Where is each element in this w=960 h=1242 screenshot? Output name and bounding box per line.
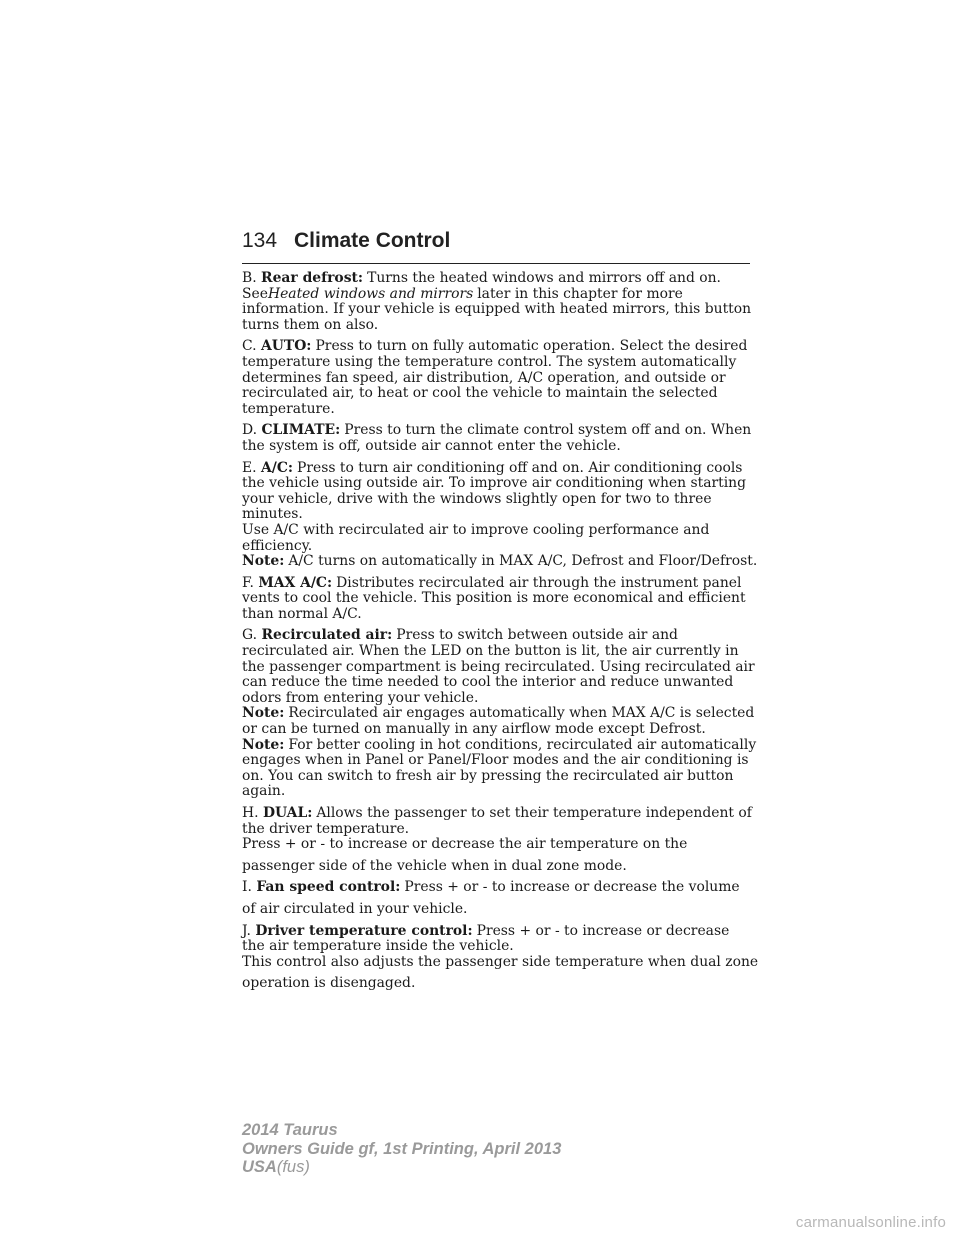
item-text: of air circulated in your vehicle.	[242, 900, 468, 917]
item-text: turns them on also.	[242, 316, 379, 333]
item-driver-temperature-control	[242, 924, 762, 992]
cross-reference: Heated windows and mirrors	[267, 285, 474, 302]
item-term: A/C:	[260, 459, 294, 476]
item-text: odors from entering your vehicle.	[242, 689, 479, 706]
item-text: information. If your vehicle is equipped with heated mirrors, this button	[242, 301, 752, 318]
item-text: This control also adjusts the passenger side temperature when dual zone	[242, 953, 759, 970]
item-text: than normal A/C.	[242, 605, 362, 622]
item-text: Turns the heated windows and mirrors off and on.	[367, 270, 721, 286]
note-text: again.	[242, 783, 286, 800]
item-text: the system is off, outside air cannot enter the vehicle.	[242, 437, 621, 454]
item-rear-defrost	[242, 271, 762, 333]
note-text: Recirculated air engages automatically when MAX A/C is selected	[288, 705, 755, 722]
footer-region-code: USA	[242, 1158, 277, 1176]
item-text: Allows the passenger to set their temperature independent of	[316, 805, 752, 821]
item-term: Rear defrost:	[261, 270, 364, 286]
note-text: or can be turned on manually in any airflow mode except Defrost.	[242, 721, 706, 738]
item-text: Press to turn on fully automatic operation. Select the desired	[315, 338, 748, 355]
item-text: the air temperature inside the vehicle.	[242, 938, 514, 955]
item-term: CLIMATE:	[261, 422, 341, 439]
item-text: Distributes recirculated air through the instrument panel	[336, 574, 742, 591]
item-term: Recirculated air:	[261, 627, 393, 644]
item-letter: G.	[242, 627, 258, 644]
note-label: Note:	[242, 736, 285, 753]
note-label: Note:	[242, 705, 285, 722]
item-letter: I.	[242, 879, 252, 896]
note-label: Note:	[242, 553, 285, 570]
item-text: vents to cool the vehicle. This position is more economical and efficient	[242, 590, 746, 607]
note-text: engages when in Panel or Panel/Floor modes and the air conditioning is	[242, 752, 749, 769]
item-text: the driver temperature.	[242, 820, 410, 837]
footer-region-suffix: (fus)	[276, 1158, 310, 1176]
print-footer	[242, 1121, 561, 1177]
footer-model: 2014 Taurus	[242, 1121, 338, 1139]
item-text: can reduce the time needed to cool the interior and reduce unwanted	[242, 674, 734, 691]
item-text: passenger side of the vehicle when in dual zone mode.	[242, 857, 627, 874]
item-max-ac	[242, 576, 762, 623]
item-text: minutes.	[242, 506, 303, 523]
item-text: See	[242, 285, 268, 302]
page-number: 134	[242, 229, 278, 252]
note	[242, 554, 762, 570]
item-text: determines fan speed, air distribution, A/C operation, and outside or	[242, 369, 726, 386]
item-text: Press to switch between outside air and	[396, 627, 678, 644]
item-fan-speed-control	[242, 880, 762, 917]
note	[242, 738, 762, 754]
item-letter: C.	[242, 338, 257, 355]
item-text: efficiency.	[242, 537, 313, 554]
item-text: Press + or - to increase or decrease the volume	[404, 879, 740, 896]
item-letter: H.	[242, 805, 259, 821]
note-text: A/C turns on automatically in MAX A/C, Defrost and Floor/Defrost.	[288, 553, 758, 570]
item-text: recirculated air, to heat or cool the vehicle to maintain the selected	[242, 385, 718, 402]
item-text: operation is disengaged.	[242, 975, 416, 992]
item-text: your vehicle, drive with the windows slightly open for two to three	[242, 490, 712, 507]
item-climate	[242, 423, 762, 454]
item-term: Fan speed control:	[256, 879, 401, 896]
item-term: DUAL:	[262, 805, 313, 821]
footer-region	[242, 1158, 561, 1177]
item-term: Driver temperature control:	[255, 922, 473, 939]
note-text: For better cooling in hot conditions, recirculated air automatically	[288, 736, 757, 753]
item-letter: E.	[242, 459, 257, 476]
item-text: the passenger compartment is being recirculated. Using recirculated air	[242, 658, 755, 675]
footer-edition: Owners Guide gf, 1st Printing, April 2013	[242, 1139, 562, 1158]
item-text: temperature using the temperature control. The system automatically	[242, 353, 737, 370]
item-text: Use A/C with recirculated air to improve cooling performance and	[242, 521, 710, 538]
item-ac	[242, 461, 762, 570]
note-text: on. You can switch to fresh air by pressing the recirculated air button	[242, 767, 734, 784]
item-recirculated-air	[242, 628, 762, 800]
item-term: AUTO:	[260, 338, 312, 355]
item-text: later in this chapter for more	[477, 285, 683, 302]
item-letter: J.	[242, 922, 251, 939]
item-term: MAX A/C:	[258, 574, 333, 591]
item-text: Press + or - to increase or decrease	[476, 922, 730, 939]
item-text: Press to turn air conditioning off and on. Air conditioning cools	[297, 459, 743, 476]
item-text: temperature.	[242, 400, 335, 417]
item-text: recirculated air. When the LED on the button is lit, the air currently in	[242, 643, 739, 660]
item-text: the vehicle using outside air. To improve air conditioning when starting	[242, 475, 747, 492]
item-text: Press to turn the climate control system off and on. When	[344, 422, 752, 439]
item-auto	[242, 339, 762, 417]
page-title: Climate Control	[294, 229, 451, 252]
item-letter: D.	[242, 422, 258, 439]
item-letter: F.	[242, 574, 254, 591]
item-dual	[242, 806, 762, 874]
watermark: carmanualsonline.info	[795, 1214, 946, 1231]
item-letter: B.	[242, 270, 257, 286]
page-content	[242, 271, 762, 998]
item-text: Press + or - to increase or decrease the air temperature on the	[242, 836, 688, 853]
page-header	[242, 229, 750, 264]
note	[242, 706, 762, 722]
